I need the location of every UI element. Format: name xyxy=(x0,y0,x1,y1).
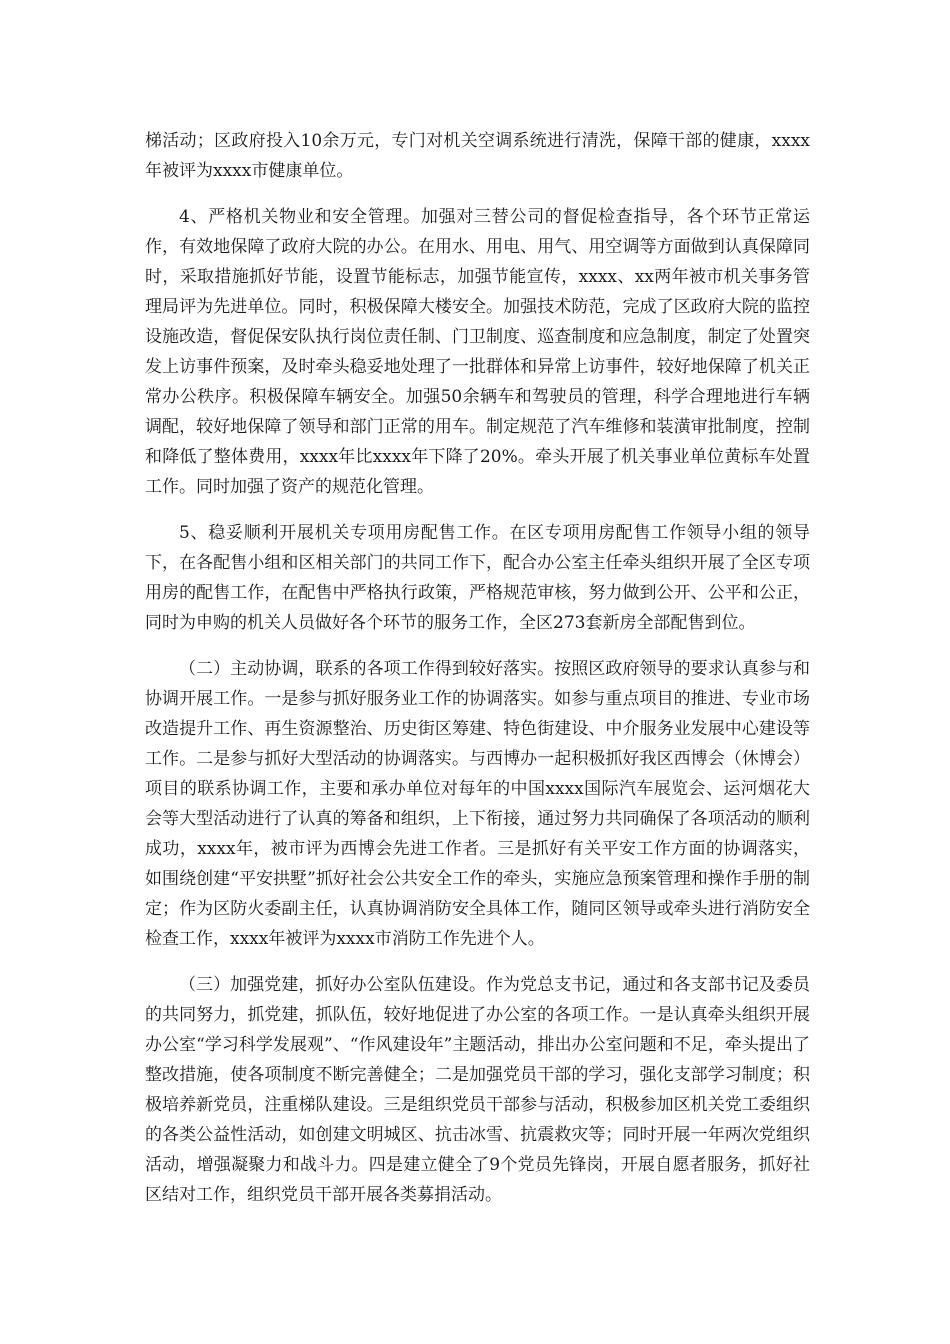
paragraph-item-5: 5、稳妥顺利开展机关专项用房配售工作。在区专项用房配售工作领导小组的领导下，在各配售小组和区相关部门的共同工作下，配合办公室主任牵头组织开展了全区专项用房的配售工作，在配售中严格执行政策，严格规范审核，努力做到公开、公平和公正，同时为申购的机关人员做好各个环节的服务工作，全区273套新房全部配售到位。 xyxy=(145,523,810,633)
document-body xyxy=(145,126,810,1210)
paragraph-gap xyxy=(145,638,810,654)
paragraph-continuation: 梯活动；区政府投入10余万元，专门对机关空调系统进行清洗，保障干部的健康，xxxx年被评为xxxx市健康单位。 xyxy=(145,131,810,181)
paragraph-gap xyxy=(145,954,810,970)
paragraph-item-4: 4、严格机关物业和安全管理。加强对三替公司的督促检查指导，各个环节正常运作，有效地保障了政府大院的办公。在用水、用电、用气、用空调等方面做到认真保障同时，采取措施抓好节能，设置节能标志，加强节能宣传，xxxx、xx两年被市机关事务管理局评为先进单位。同时，积极保障大楼安全。加强技术防范，完成了区政府大院的监控设施改造，督促保安队执行岗位责任制、门卫制度、巡查制度和应急制度，制定了处置突发上访事件预案，及时牵头稳妥地处理了一批群体和异常上访事件，较好地保障了机关正常办公秩序。积极保障车辆安全。加强50余辆车和驾驶员的管理，科学合理地进行车辆调配，较好地保障了领导和部门正常的用车。制定规范了汽车维修和装潢审批制度，控制和降低了整体费用，xxxx年比xxxx年下降了20%。牵头开展了机关事业单位黄标车处置工作。同时加强了资产的规范化管理。 xyxy=(145,207,810,497)
paragraph-section-3: （三）加强党建，抓好办公室队伍建设。作为党总支书记，通过和各支部书记及委员的共同努力，抓党建，抓队伍，较好地促进了办公室的各项工作。一是认真牵头组织开展办公室“学习科学发展观”、“作风建设年”主题活动，排出办公室问题和不足，牵头提出了整改措施，使各项制度不断完善健全；二是加强党员干部的学习，强化支部学习制度；积极培养新党员，注重梯队建设。三是组织党员干部参与活动，积极参加区机关党工委组织的各类公益性活动，如创建文明城区、抗击冰雪、抗震救灾等；同时开展一年两次党组织活动，增强凝聚力和战斗力。四是建立健全了9个党员先锋岗，开展自愿者服务，抓好社区结对工作，组织党员干部开展各类募捐活动。 xyxy=(145,975,810,1205)
paragraph-gap xyxy=(145,186,810,202)
paragraph-gap xyxy=(145,502,810,518)
paragraph-section-2: （二）主动协调，联系的各项工作得到较好落实。按照区政府领导的要求认真参与和协调开展工作。一是参与抓好服务业工作的协调落实。如参与重点项目的推进、专业市场改造提升工作、再生资源整治、历史街区筹建、特色街建设、中介服务业发展中心建设等工作。二是参与抓好大型活动的协调落实。与西博办一起积极抓好我区西博会（休博会）项目的联系协调工作，主要和承办单位对每年的中国xxxx国际汽车展览会、运河烟花大会等大型活动进行了认真的筹备和组织，上下衔接，通过努力共同确保了各项活动的顺利成功，xxxx年，被市评为西博会先进工作者。三是抓好有关平安工作方面的协调落实，如围绕创建“平安拱墅”抓好社会公共安全工作的牵头，实施应急预案管理和操作手册的制定；作为区防火委副主任，认真协调消防安全具体工作，随同区领导或牵头进行消防安全检查工作，xxxx年被评为xxxx市消防工作先进个人。 xyxy=(145,659,810,949)
